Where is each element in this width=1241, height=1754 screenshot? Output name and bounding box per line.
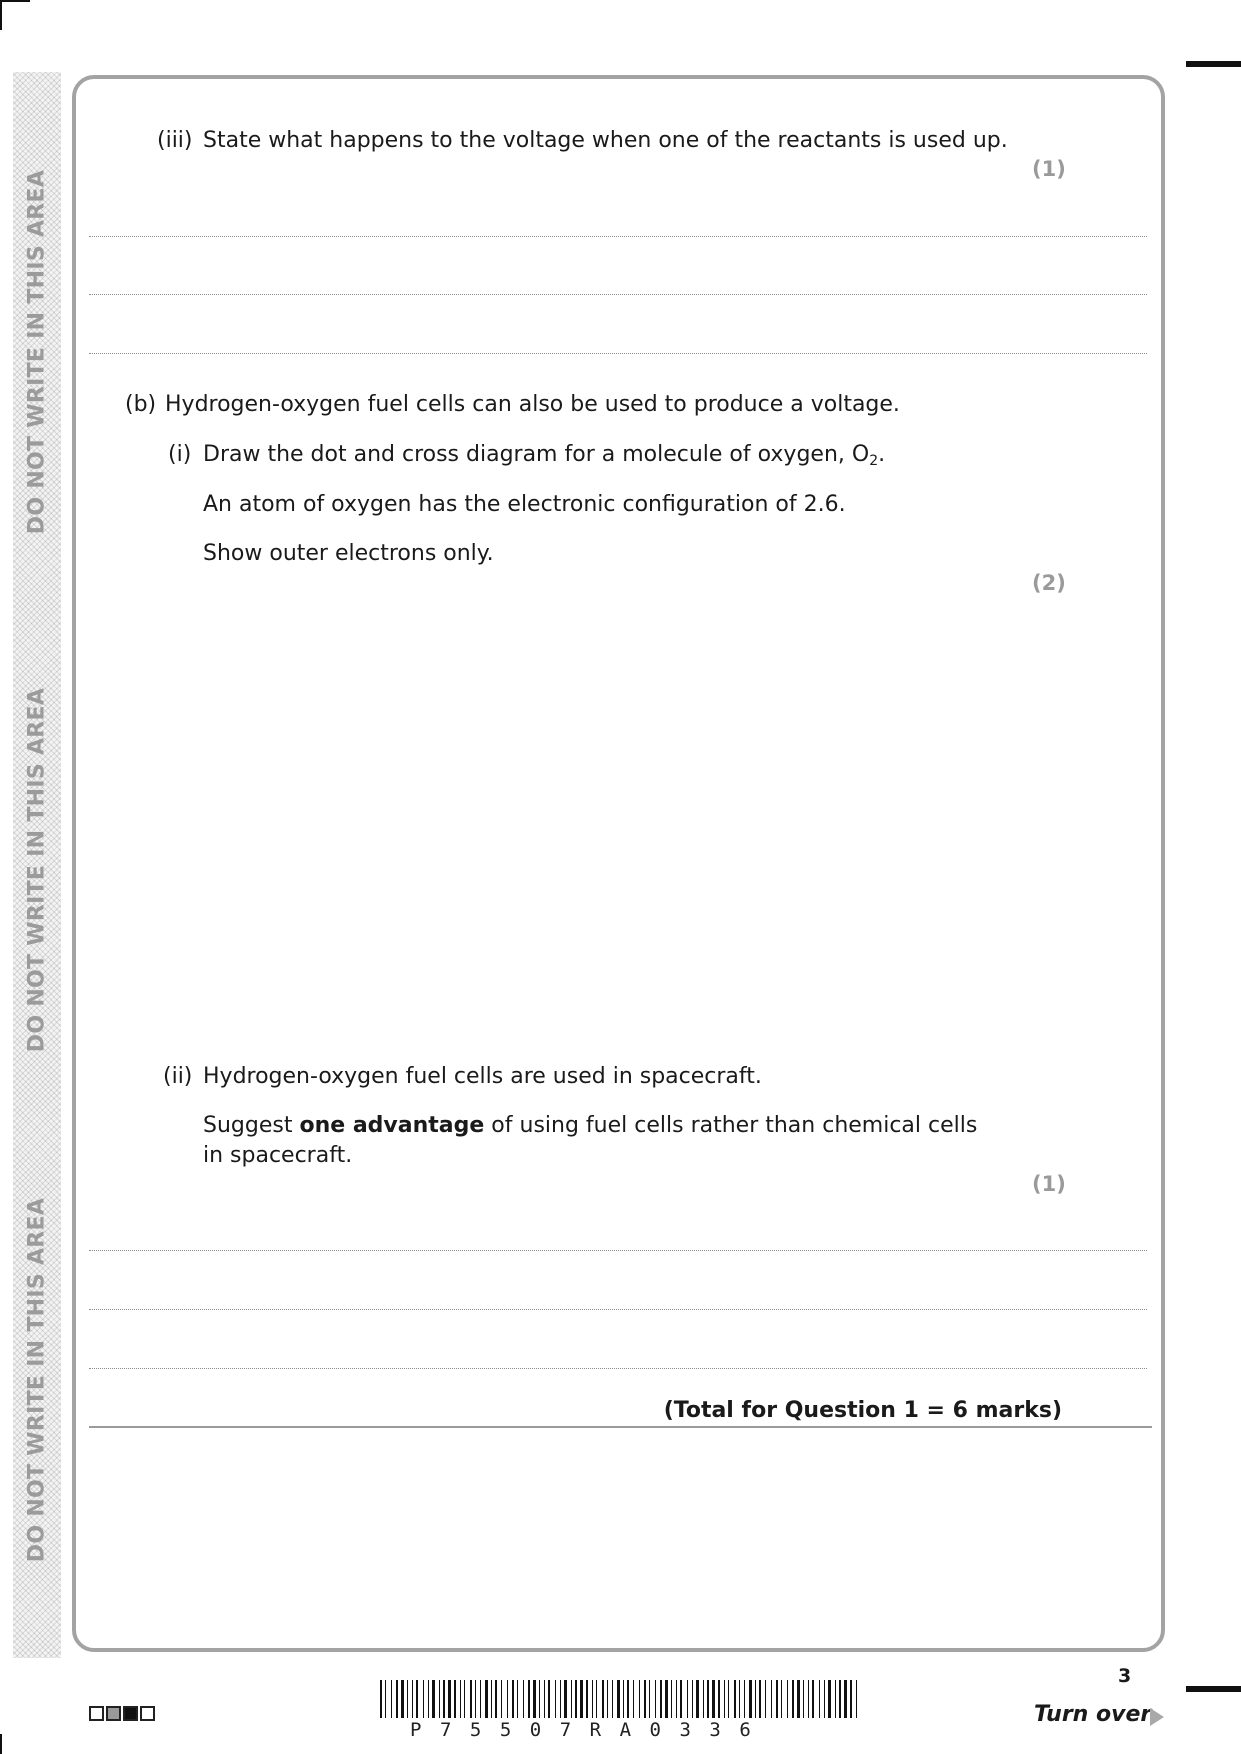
barcode-bar — [687, 1680, 688, 1718]
question-text: Hydrogen-oxygen fuel cells can also be used to produce a voltage. — [165, 392, 900, 417]
crop-mark — [0, 1734, 2, 1754]
barcode-bar — [797, 1680, 800, 1718]
barcode-bar — [680, 1680, 682, 1718]
question-number: (i) — [168, 442, 192, 467]
barcode-bar — [596, 1680, 597, 1718]
barcode-bar — [560, 1680, 561, 1718]
barcode-bar — [812, 1680, 814, 1718]
answer-line-5[interactable] — [89, 1309, 1147, 1310]
barcode-bar — [523, 1680, 524, 1718]
marks-label: (2) — [1032, 571, 1066, 595]
answer-line-6[interactable] — [89, 1368, 1147, 1369]
barcode-bar — [749, 1680, 752, 1718]
barcode-bar — [407, 1680, 408, 1718]
question-number: (b) — [125, 392, 157, 417]
barcode-bar — [819, 1680, 820, 1718]
registration-squares — [89, 1706, 155, 1721]
barcode-bar — [660, 1680, 662, 1718]
barcode-bar — [592, 1680, 593, 1718]
barcode-bar — [627, 1680, 629, 1718]
barcode-bar — [665, 1680, 668, 1718]
barcode-bar — [617, 1680, 620, 1718]
barcode-bar — [839, 1680, 841, 1718]
barcode-bar — [448, 1680, 451, 1718]
barcode-bar — [792, 1680, 794, 1718]
crop-mark — [0, 0, 2, 30]
barcode-bar — [528, 1680, 530, 1718]
barcode-bar — [401, 1680, 404, 1718]
barcode-bar — [507, 1680, 508, 1718]
barcode-bar — [533, 1680, 536, 1718]
barcode-bar — [696, 1680, 699, 1718]
barcode-bar — [718, 1680, 720, 1718]
barcode-bar — [460, 1680, 461, 1718]
barcode-bar — [548, 1680, 550, 1718]
barcode-bar — [835, 1680, 836, 1718]
question-text: State what happens to the voltage when one of the reactants is used up. — [203, 128, 1008, 153]
barcode-bar — [623, 1680, 624, 1718]
page-number: 3 — [1118, 1665, 1132, 1687]
barcode-bar — [692, 1680, 693, 1718]
barcode-bar — [707, 1680, 709, 1718]
crop-mark — [0, 0, 30, 2]
barcode-bar — [564, 1680, 567, 1718]
question-number: (iii) — [157, 128, 193, 153]
answer-line-3[interactable] — [89, 353, 1147, 354]
barcode-bar — [464, 1680, 465, 1718]
barcode-bar — [439, 1680, 440, 1718]
barcode-bar — [644, 1680, 646, 1718]
barcode-bar — [712, 1680, 715, 1718]
barcode-bar — [454, 1680, 456, 1718]
question-instruction-cont: in spacecraft. — [203, 1143, 353, 1168]
total-rule — [89, 1426, 1152, 1428]
barcode-bar — [676, 1680, 677, 1718]
barcode-bar — [844, 1680, 847, 1718]
barcode-bar — [739, 1680, 740, 1718]
barcode-bar — [671, 1680, 672, 1718]
barcode-bar — [759, 1680, 761, 1718]
barcode-bar — [724, 1680, 725, 1718]
barcode-bar — [544, 1680, 545, 1718]
question-info: An atom of oxygen has the electronic configuration of 2.6. — [203, 492, 846, 517]
barcode-bar — [491, 1680, 492, 1718]
crop-mark — [1186, 61, 1241, 67]
answer-line-1[interactable] — [89, 236, 1147, 237]
barcode-bar — [787, 1680, 788, 1718]
barcode-bar — [639, 1680, 640, 1718]
marks-label: (1) — [1032, 1172, 1066, 1196]
barcode-bar — [856, 1680, 857, 1718]
barcode-bar — [501, 1680, 502, 1718]
barcode-bar — [655, 1680, 656, 1718]
answer-line-4[interactable] — [89, 1250, 1147, 1251]
barcode-bar — [803, 1680, 804, 1718]
barcode-bar — [602, 1680, 604, 1718]
barcode-bar — [555, 1680, 556, 1718]
barcode-bar — [734, 1680, 736, 1718]
barcode-bar — [728, 1680, 729, 1718]
barcode-bar — [828, 1680, 831, 1718]
barcode-bar — [495, 1680, 497, 1718]
barcode-bar — [744, 1680, 745, 1718]
barcode-bar — [396, 1680, 398, 1718]
barcode-bar — [517, 1680, 518, 1718]
barcode-bar — [475, 1680, 476, 1718]
barcode-bar — [443, 1680, 445, 1718]
barcode-bar — [575, 1680, 577, 1718]
barcode-bar — [485, 1680, 488, 1718]
barcode-bar — [432, 1680, 435, 1718]
barcode-bar — [781, 1680, 782, 1718]
barcode-bar — [539, 1680, 540, 1718]
barcode-bar — [612, 1680, 613, 1718]
barcode-bar — [423, 1680, 424, 1718]
barcode-bar — [412, 1680, 413, 1718]
barcode-bar — [380, 1680, 382, 1718]
drawing-area[interactable] — [150, 600, 1100, 1030]
barcode-bar — [649, 1680, 650, 1718]
barcode-bar — [428, 1680, 429, 1718]
question-instruction: Show outer electrons only. — [203, 541, 494, 566]
barcode-bar — [771, 1680, 772, 1718]
barcode-bar — [580, 1680, 583, 1718]
answer-line-2[interactable] — [89, 294, 1147, 295]
barcode-bar — [480, 1680, 481, 1718]
subscript: 2 — [869, 453, 879, 469]
barcode-bar — [824, 1680, 825, 1718]
crop-mark — [1186, 1686, 1241, 1692]
barcode-text: P75507RA0336 — [410, 1719, 770, 1741]
turn-over-label: Turn over — [1034, 1702, 1152, 1727]
barcode-bar — [703, 1680, 704, 1718]
barcode-bar — [385, 1680, 386, 1718]
barcode-bar — [571, 1680, 572, 1718]
barcode-bar — [755, 1680, 756, 1718]
barcode — [380, 1680, 862, 1718]
barcode-bar — [607, 1680, 608, 1718]
question-number: (ii) — [163, 1064, 193, 1089]
barcode-bar — [512, 1680, 514, 1718]
barcode-bar — [470, 1680, 472, 1718]
question-instruction: Suggest one advantage of using fuel cells rather than chemical cells — [203, 1113, 978, 1138]
barcode-bar — [776, 1680, 778, 1718]
barcode-bar — [416, 1680, 418, 1718]
question-total: (Total for Question 1 = 6 marks) — [663, 1398, 1062, 1423]
question-text: Hydrogen-oxygen fuel cells are used in spacecraft. — [203, 1064, 762, 1089]
barcode-bar — [808, 1680, 809, 1718]
question-text: Draw the dot and cross diagram for a molecule of oxygen, $O_2$. — [203, 442, 886, 469]
barcode-bar — [586, 1680, 588, 1718]
turn-over-arrow-icon — [1150, 1708, 1164, 1726]
barcode-bar — [391, 1680, 392, 1718]
marks-label: (1) — [1032, 157, 1066, 181]
barcode-bar — [765, 1680, 766, 1718]
barcode-bar — [850, 1680, 852, 1718]
barcode-bar — [633, 1680, 634, 1718]
